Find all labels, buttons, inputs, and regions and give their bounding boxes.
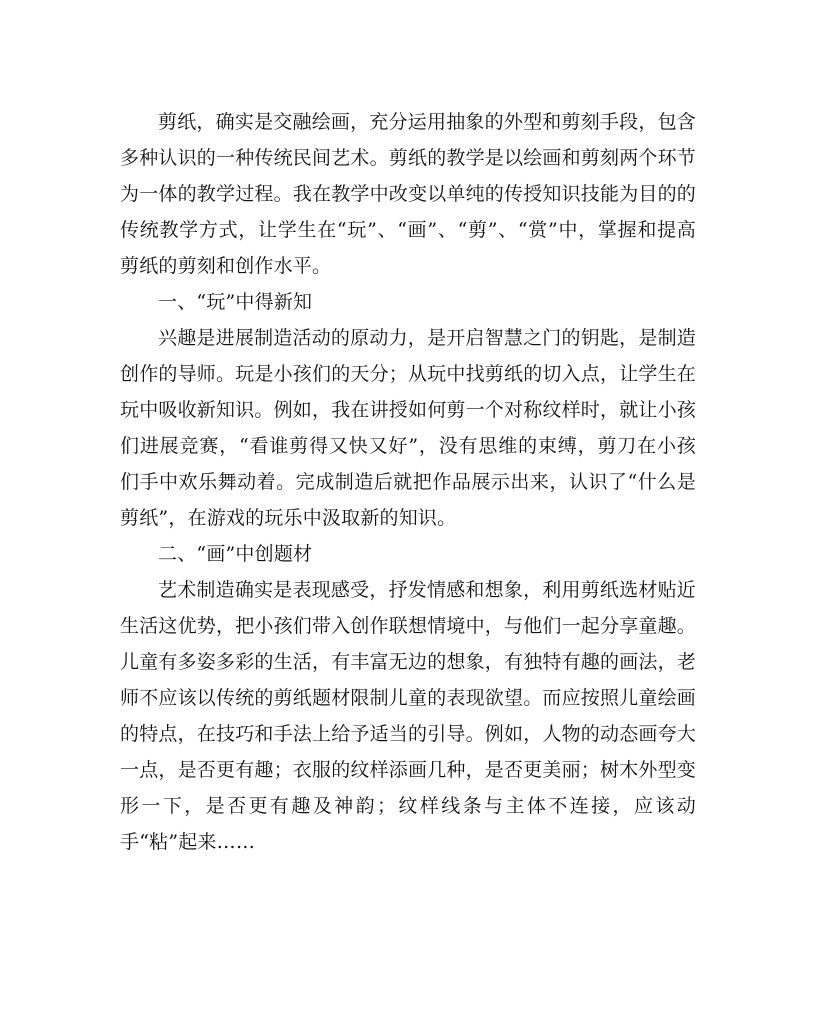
section-heading-draw: 二、“画”中创题材 <box>158 543 313 565</box>
play-section-paragraph: 兴趣是进展制造活动的原动力，是开启智慧之门的钥匙，是制造创作的导师。玩是小孩们的天分；从玩中找剪纸的切入点，让学生在玩中吸收新知识。例如，我在讲授如何剪一个对称纹样时，就让小孩们进展竞赛，“看谁剪得又快又好”，没有思维的束缚，剪刀在小孩们手中欢乐舞动着。完成制造后就把作品展示出来，认识了“什么是剪纸”，在游戏的玩乐中汲取新的知识。 <box>120 327 697 529</box>
section-heading-play: 一、“玩”中得新知 <box>158 291 313 313</box>
intro-paragraph: 剪纸，确实是交融绘画，充分运用抽象的外型和剪刻手段，包含多种认识的一种传统民间艺术。剪纸的教学是以绘画和剪刻两个环节为一体的教学过程。我在教学中改变以单纯的传授知识技能为目的的传统教学方式，让学生在“玩”、“画”、“剪”、“赏”中，掌握和提高剪纸的剪刻和创作水平。 <box>120 111 697 277</box>
draw-section-paragraph: 艺术制造确实是表现感受，抒发情感和想象，利用剪纸选材贴近生活这优势，把小孩们带入创作联想情境中，与他们一起分享童趣。儿童有多姿多彩的生活，有丰富无边的想象，有独特有趣的画法，老师不应该以传统的剪纸题材限制儿童的表现欲望。而应按照儿童绘画的特点，在技巧和手法上给予适当的引导。例如，人物的动态画夸大一点，是否更有趣；衣服的纹样添画几种，是否更美丽；树木外型变形一下，是否更有趣及神韵；纹样线条与主体不连接，应该动手“粘”起来…… <box>120 579 697 853</box>
document-body <box>120 104 696 860</box>
